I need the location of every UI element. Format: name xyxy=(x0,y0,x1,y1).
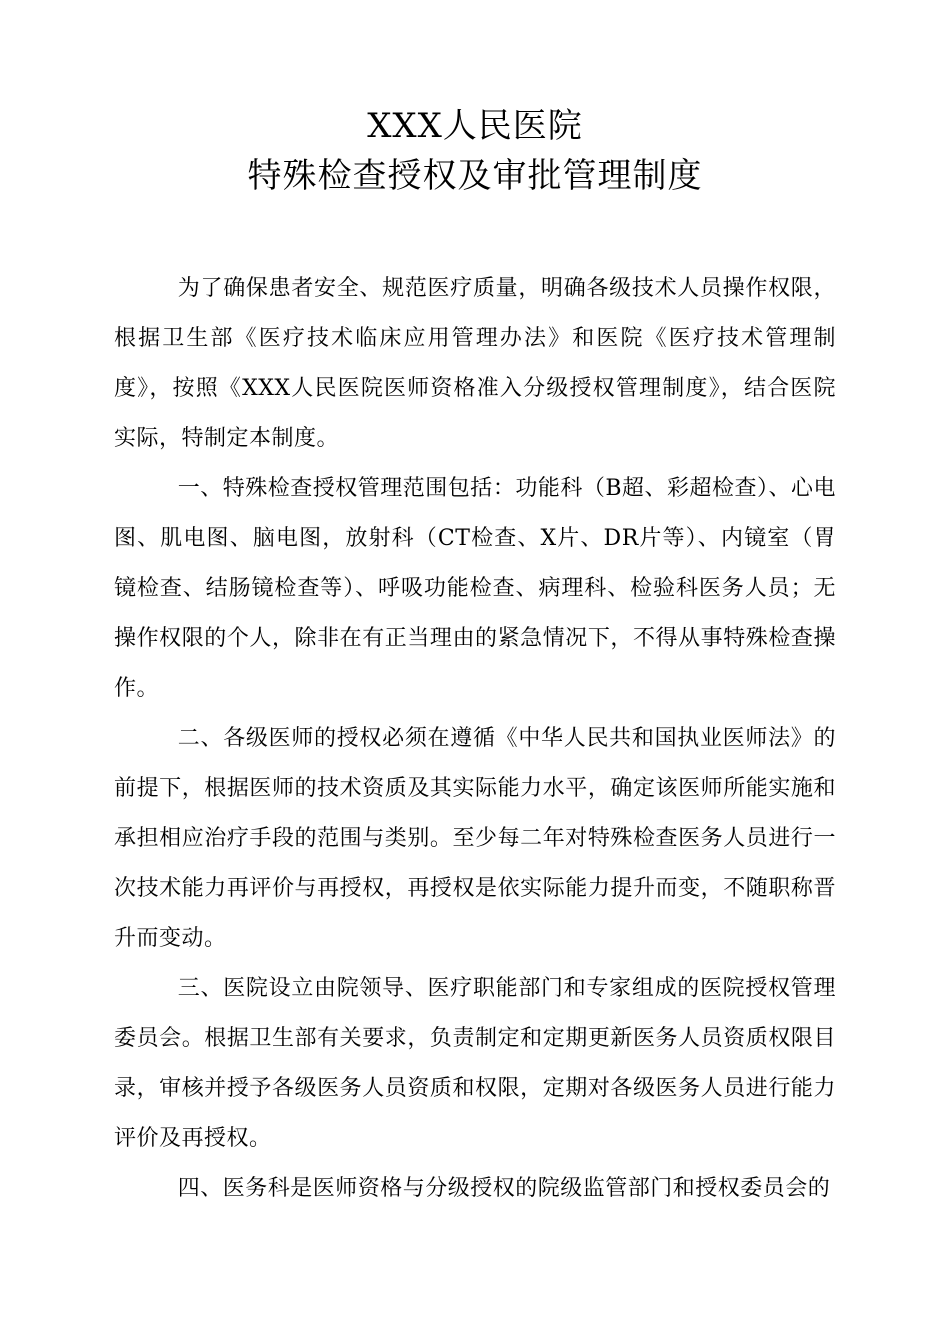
paragraph-section-1: 一、特殊检查授权管理范围包括：功能科（B超、彩超检查）、心电图、肌电图、脑电图，放射科（CT检查、X片、DR片等）、内镜室（胃镜检查、结肠镜检查等）、呼吸功能检查、病理科、检验科医务人员；无操作权限的个人，除非在有正当理由的紧急情况下，不得从事特殊检查操作。 xyxy=(114,476,836,701)
document-title-policy: 特殊检查授权及审批管理制度 xyxy=(247,156,703,196)
paragraph-section-3: 三、医院设立由院领导、医疗职能部门和专家组成的医院授权管理委员会。根据卫生部有关要求，负责制定和定期更新医务人员资质权限目录，审核并授予各级医务人员资质和权限，定期对各级医务人员进行能力评价及再授权。 xyxy=(114,976,836,1151)
document-body xyxy=(114,264,836,1214)
paragraph-section-2: 二、各级医师的授权必须在遵循《中华人民共和国执业医师法》的前提下，根据医师的技术资质及其实际能力水平，确定该医师所能实施和承担相应治疗手段的范围与类别。至少每二年对特殊检查医务人员进行一次技术能力再评价与再授权，再授权是依实际能力提升而变，不随职称晋升而变动。 xyxy=(114,726,836,951)
paragraph-section-4: 四、医务科是医师资格与分级授权的院级监管部门和授权委员会的 xyxy=(177,1176,831,1201)
paragraph-intro: 为了确保患者安全、规范医疗质量，明确各级技术人员操作权限，根据卫生部《医疗技术临床应用管理办法》和医院《医疗技术管理制度》，按照《XXX人民医院医师资格准入分级授权管理制度》，结合医院实际，特制定本制度。 xyxy=(114,276,836,451)
document-title-hospital: XXX人民医院 xyxy=(367,106,583,146)
